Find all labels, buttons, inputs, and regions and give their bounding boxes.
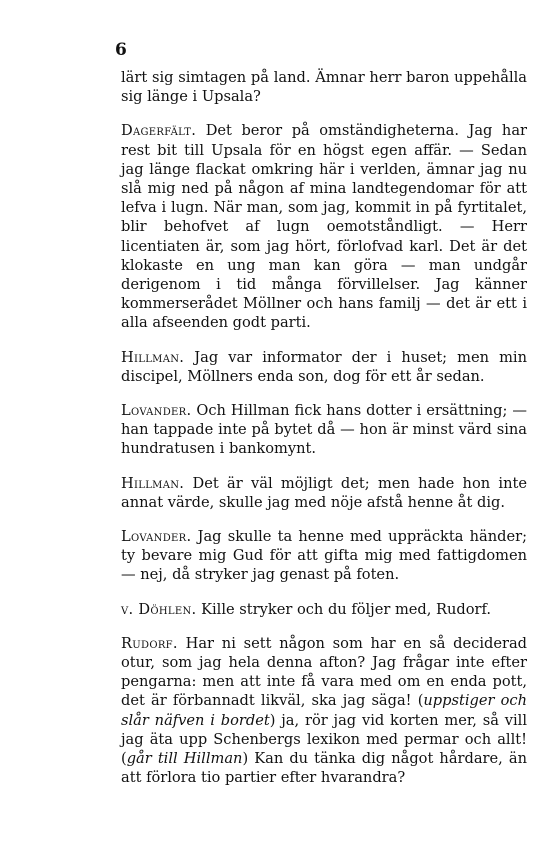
dialogue-text: lärt sig simtagen på land. Ämnar herr baron uppehålla sig länge i Upsala? — [121, 69, 527, 106]
paragraph — [121, 527, 527, 585]
speaker-name: v. Döhlen. — [121, 600, 197, 618]
speaker-name: Hillman. — [121, 474, 185, 492]
dialogue-text: Har ni sett någon som har en så deciderad otur, som jag hela denna afton? Jag frågar inte efter pengarna: men att inte få vara med om en enda pott, det är förbannadt likväl, ska jag säga! ( — [121, 634, 527, 710]
speaker-name: Dagerfält. — [121, 122, 197, 140]
dialogue-text: Och Hillman fick hans dotter i ersättning; — han tappade inte på bytet då — hon är minst värd sina hundratusen i bankomynt. — [121, 402, 527, 458]
speaker-name: Rudorf. — [121, 634, 178, 652]
stage-direction: uppstiger och slår näfven i bordet — [121, 692, 527, 729]
paragraph — [121, 68, 527, 106]
dialogue-text: Det är väl möjligt det; men hade hon inte annat värde, skulle jag med nöje afstå henne åt dig. — [121, 474, 527, 511]
paragraph — [121, 600, 527, 619]
dialogue-text: Det beror på omständigheterna. Jag har rest bit till Upsala för en högst egen affär. — Sedan jag länge flackat omkring här i verlden, ämnar jag nu slå mig ned på någon af mina landtegendomar för att lefva i lugn. När man, som jag, kommit in på fyrtitalet, blir behofvet af lugn oemotståndligt. — Herr licentiaten är, som jag hört, förlofvad karl. Det är det klokaste en ung man kan göra — man undgår derigenom i tid många förvillelser. Jag känner kommerserådet Möllner och hans familj — det är ett i alla afseenden godt parti. — [121, 122, 527, 332]
stage-direction: går till Hillman — [126, 750, 243, 768]
dialogue-text: ) Kan du tänka dig något hårdare, än att förlora tio partier efter hvarandra? — [121, 750, 527, 787]
text-body — [121, 68, 527, 803]
paragraph — [121, 474, 527, 512]
dialogue-text: Jag var informator der i huset; men min discipel, Möllners enda son, dog för ett år sedan. — [121, 348, 527, 385]
page-number: 6 — [115, 40, 127, 60]
paragraph — [121, 634, 527, 788]
paragraph — [121, 348, 527, 386]
paragraph — [121, 121, 527, 332]
paragraph — [121, 401, 527, 459]
speaker-name: Lovander. — [121, 528, 192, 546]
dialogue-text: Kille stryker och du följer med, Rudorf. — [196, 600, 492, 618]
dialogue-text: ) ja, rör jag vid korten mer, så vill jag äta upp Schenbergs lexikon med permar och allt! ( — [121, 711, 527, 768]
dialogue-text: Jag skulle ta henne med uppräckta händer; ty bevare mig Gud för att gifta mig med fattigdomen — nej, då stryker jag genast på foten. — [121, 528, 527, 584]
speaker-name: Hillman. — [121, 348, 185, 366]
speaker-name: Lovander. — [121, 402, 192, 420]
